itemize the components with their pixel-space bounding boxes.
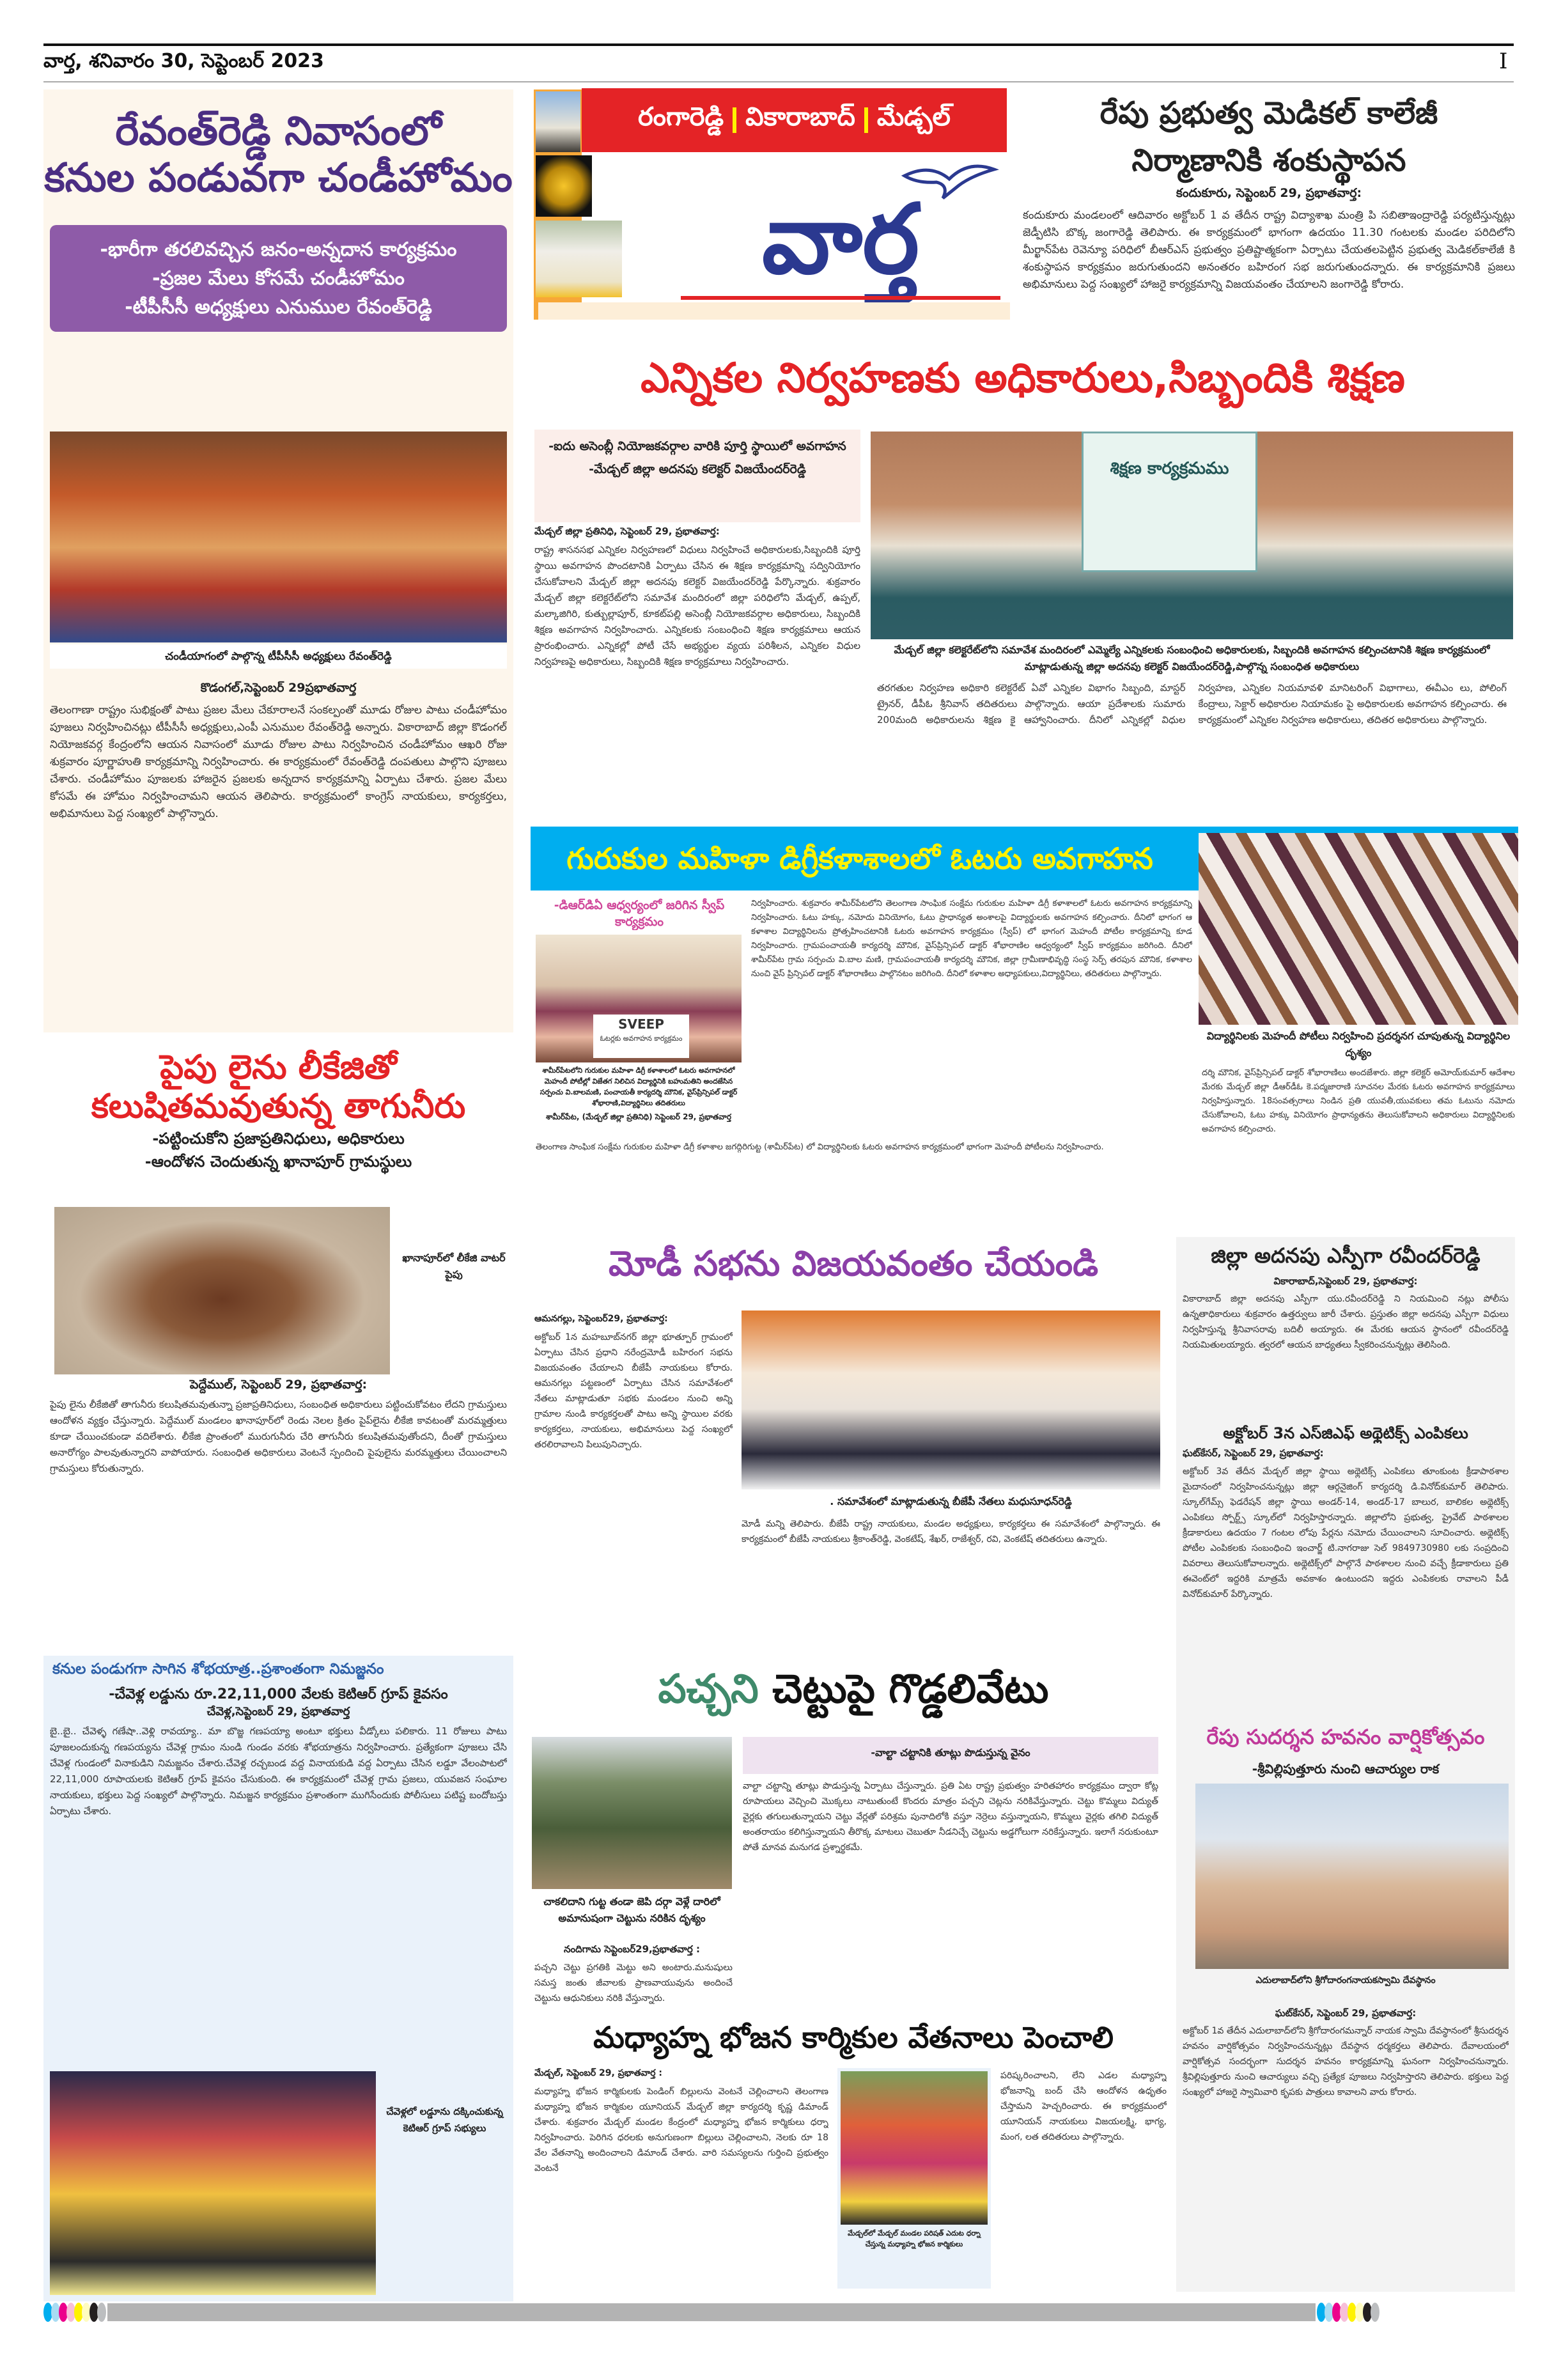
logo-underline bbox=[681, 296, 1000, 300]
story-modi-body-right: మోడీ మన్ని తెలిపారు. బీజేపీ రాష్ట్ర నాయకులు, మండల అధ్యక్షులు, కార్యకర్తలు ఈ సమావేశంలో పాల్గొన్నారు. ఈ కార్యక్రమంలో బీజేపీ నాయకులు శ్రీకాంత్‌రెడ్డి, వెంకటేష్, శేఖర్, రాజేశ్వర్, రవి, వెంకటేష్ తదితరులు ఉన్నారు. bbox=[742, 1519, 1160, 1544]
headline-line: కలుషితమవుతున్న తాగునీరు bbox=[91, 1087, 466, 1126]
story-election-photo bbox=[871, 432, 1513, 639]
subhead: -టీపీసీసీ అధ్యక్షులు ఎనుముల రేవంత్‌రెడ్డి bbox=[125, 296, 432, 319]
story-tree-subhead: -వాల్టా చట్టానికి తూట్లు పొడుస్తున్న వైనం bbox=[871, 1746, 1030, 1759]
registration-dot bbox=[97, 2303, 106, 2322]
pipeline-photo bbox=[54, 1207, 390, 1374]
ganesh-photo bbox=[50, 2071, 376, 2295]
district-banner bbox=[534, 89, 1010, 320]
story-pipeline bbox=[43, 1048, 513, 1202]
subhead: -భారీగా తరలివచ్చిన జనం-అన్నదాన కార్యక్రమం bbox=[100, 238, 457, 261]
modi-caption: . సమావేశంలో మాట్లాడుతున్న బీజేపీ నేతలు మధుసూధన్‌రెడ్డి bbox=[830, 1495, 1072, 1507]
banner-cream-band bbox=[538, 302, 1010, 320]
midday-caption: మేడ్చల్‌లో మేడ్చల్ మండల పరిషత్ ఎదుట ధర్నా చేస్తున్న మధ్యాహ్న భోజన కార్మికులు bbox=[848, 2229, 981, 2248]
story-sp-body: వికారాబాద్ జిల్లా అదనపు ఎస్పీగా యు.రవీందర్‌రెడ్డి ని నియమించి నట్లు పోలీసు ఉన్నతాధికారులు శుక్రవారం ఉత్తర్వులు జారీ చేశారు. ప్రస్తుతం జిల్లా అదనపు ఎస్పీగా విధులు నిర్వహిస్తున్న శ్రీనివాసరావు బదిలీ అయ్యారు. ఈ మేరకు ఆయన స్థానంలో రవీందర్‌రెడ్డి నియమితులయ్యారు. త్వరలో ఆయన బాధ్యతలు స్వీకరించనున్నట్లు తెలిసింది. bbox=[1183, 1294, 1509, 1350]
sveep-banner bbox=[593, 1015, 689, 1058]
headline-line: రేవంత్‌రెడ్డి నివాసంలో bbox=[115, 107, 442, 154]
district-separator bbox=[733, 107, 736, 133]
story-medical-headline bbox=[1023, 89, 1515, 185]
story-revanth-photo bbox=[50, 432, 507, 642]
district-separator bbox=[864, 107, 868, 133]
district-strip bbox=[582, 88, 1007, 152]
story-medical bbox=[1023, 89, 1515, 345]
story-midday-dateline: మేడ్చల్, సెప్టెంబర్ 29, ప్రభాతవార్త : bbox=[534, 2068, 663, 2078]
training-banner bbox=[1082, 432, 1257, 572]
subhead: -పట్టించుకోని ప్రజాప్రతినిధులు, అధికారులు bbox=[152, 1129, 405, 1147]
sveep-photo bbox=[536, 935, 742, 1062]
subhead: -ఐదు అసెంబ్లీ నియోజకవర్గాల వారికి పూర్తి స్థాయిలో అవగాహన bbox=[548, 439, 846, 453]
story-gurukul-body-mid: నిర్వహించారు. శుక్రవారం శామీర్‌పేటలోని తెలంగాణ సాంఘిక సంక్షేమ గురుకుల మహిళా డిగ్రీ కళాశాలలో ఓటరు అవగాహన కార్యక్రమాన్ని నిర్వహించారు. ఓటు హక్కు, నమోదు వినియోగం, ఓటు ప్రాధాన్యత అంశాలపై విద్యార్థులకు అవగాహన కల్పించారు. దీనిలో భాగంగ ఆ కళాశాల విద్యార్థినిలను ప్రోత్సహించటానికి ఓటరు అవగాహన కార్యక్రమం (స్వీప్) లో భాగంగ మెహందీ పోటీల కార్యక్రమాన్ని కూడ నిర్వహించారు. గ్రామపంచాయతీ కార్యదర్శి మౌనిక, వైస్‌ప్రిన్సిపల్ డాక్టర్ శోభారాణిల ఆధ్వర్యంలో స్వీప్ కార్యక్రమం జరిగింది. దీనిలో శామీర్‌పేట గ్రామ సర్పంచు వి.బాల మణి, గ్రామపంచాయతీ కార్యదర్శి మౌనిక, జిల్లా గ్రామీణాభివృద్ధి సంస్థ సెర్ప్ తరపున మౌనిక, కళాశాల నుంచి వైస్ ప్రిన్సిపల్ డాక్టర్ శోభారాణిలు పాల్గొనటం జరిగింది. దీనిలో కళాశాల అధ్యాపకులు,విద్యార్థినిలు, తదితరులు పాల్గొన్నారు. bbox=[751, 899, 1192, 979]
banner-photo-temple-hill bbox=[536, 221, 622, 297]
story-tree-dateline: నందిగామ సెప్టెంబర్29,ప్రభాతవార్త : bbox=[564, 1943, 700, 1955]
masthead-rule bbox=[43, 81, 1514, 82]
story-revanth-headline bbox=[43, 107, 513, 201]
story-tree-headline bbox=[534, 1665, 1173, 1722]
story-gurukul-subhead: -డిఆర్‌డిఏ ఆధ్వర్యంలో జరిగిన స్వీప్ కార్యక్రమం bbox=[554, 898, 725, 929]
story-election-headline: ఎన్నికల నిర్వహణకు అధికారులు,సిబ్బందికి శిక్షణ bbox=[641, 355, 1405, 402]
sveep-logo-text: SVEEP bbox=[618, 1016, 664, 1032]
tree-photo bbox=[532, 1737, 732, 1889]
story-gurukul-headline: గురుకుల మహిళా డిగ్రీకళాశాలలో ఓటరు అవగాహన bbox=[566, 841, 1153, 876]
story-gurukul-body-right: దర్శి మౌనిక, వైస్‌ప్రిన్సిపల్ డాక్టర్ శోభారాణిలు అందజేశారు. జిల్లా కలెక్టర్ అమోయ్‌కుమార్ ఆదేశాల మేరకు మేడ్చల్ జిల్లా డీఆర్‌డీఓ కె.పద్మజారాణి సూచనల మేరకు ఓటరు అవగాహన కార్యక్రమాలు నిర్వహిస్తున్నారు. 18సంవత్సరాలు నిండిన ప్రతి యువతీ,యువకులు తమ ఓటును నమోదు చేసుకోవాలని, ఓటు హక్కు వినియోగం ప్రాధాన్యతను తెలుసుకోవాలని అధికారులు విద్యార్థినిలకు అవగాహన కల్పించారు. bbox=[1202, 1068, 1515, 1134]
story-midday-body-right: పరిష్కరించాలని, లేని ఎడల మధ్యాహ్న భోజనాన్ని బంద్ చేసి ఆందోళన ఉధృతం చేస్తామని హెచ్చరించారు. ఈ కార్యక్రమంలో యూనియన్ నాయకులు విజయలక్ష్మి, భాగ్య, మంగ, లత తదితరులు పాల్గొన్నారు. bbox=[1000, 2071, 1167, 2142]
banner-photo-temple-gopuram bbox=[536, 91, 580, 152]
paper-dateline: వార్త, శనివారం 30, సెప్టెంబర్ 2023 bbox=[43, 50, 324, 72]
story-revanth-subhead-box bbox=[50, 225, 507, 332]
story-medical-body: కందుకూరు మండలంలో ఆదివారం అక్టోబర్ 1 వ తేదీన రాష్ట్ర విద్యాశాఖ మంత్రి పి సబితాఇంద్రారెడ్డి పర్యటిస్తున్నట్లు జెడ్పీటిసి బొక్క జంగారెడ్డి తెలిపారు. ఈ కార్యక్రమంలో భాగంగా ఉదయం 11.30 గంటలకు మండల పరిదిలోని మీర్ఖాన్‌పేట రెవెన్యూ పరిధిలో బీఆర్‌ఎస్ ప్రభుత్వం ప్రతిష్టాత్మకంగా ఏర్పాటు చేయతలపెట్టిన ప్రభుత్వ మెడికల్‌కాలేజీ కి శంకుస్థాపన కార్యక్రమం జరుగుతుందని అనంతరం బహిరంగ సభ జరుగుతుందన్నారు. ఈ కార్యక్రమానికి ప్రజలు అభిమానులు పెద్ద సంఖ్యలో హాజరై కార్యక్రమాన్ని విజయవంతం చేయాలని జంగారెడ్డి కోరారు. bbox=[1023, 208, 1515, 291]
story-ganesh-subhead: -చేవెళ్ల లడ్డును రూ.22,11,000 వేలకు కెటిఆర్ గ్రూప్ కైవసం bbox=[109, 1686, 448, 1702]
story-tree-body-left: పచ్చని చెట్టు ప్రగతికి మెట్టు అని అంటారు.మనుషులు సమస్త జంతు జీవాలకు ప్రాణవాయువును అందించే చెట్టును ఆధునికులు నరికి వేస్తున్నారు. bbox=[534, 1963, 733, 2003]
modi-meeting-photo bbox=[742, 1311, 1160, 1489]
midday-photo bbox=[841, 2071, 988, 2225]
story-modi-dateline: ఆమనగల్లు, సెప్టెంబర్29, ప్రభాతవార్త: bbox=[534, 1314, 668, 1324]
story-sudarshana-dateline: ఘట్‌కేసర్, సెప్టెంబర్ 29, ప్రభాతవార్త: bbox=[1275, 2007, 1417, 2019]
story-athletics-headline: అక్టోబర్ 3న ఎస్‌జిఎఫ్ అథ్లెటిక్స్ ఎంపికలు bbox=[1223, 1424, 1468, 1442]
story-election-dateline: మేడ్చల్ జిల్లా ప్రతినిధి, సెప్టెంబర్ 29, ప్రభాతవార్త: bbox=[534, 525, 720, 537]
story-gurukul-body-bottom: తెలంగాణ సాంఘిక సంక్షేమ గురుకుల మహిళా డిగ్రీ కళాశాల జగద్గిరిగుట్ట (శామీర్‌పేట) లో విద్యార్థినిలకు ఓటరు అవగాహన కార్యక్రమంలో భాగంగా మెహందీ పోటీలను నిర్వహించారు. bbox=[536, 1142, 1104, 1152]
district-name: మేడ్చల్ bbox=[876, 102, 951, 132]
story-sp-dateline: వికారాబాద్,సెప్టెంబర్ 29, ప్రభాతవార్త: bbox=[1273, 1275, 1418, 1287]
story-ganesh-dateline: చేవెళ్ల,సెప్టెంబర్ 29, ప్రభాతవార్త bbox=[206, 1705, 350, 1718]
sveep-banner-sub: ఓటర్లకు అవగాహన కార్యక్రమం bbox=[600, 1034, 683, 1043]
mehandi-photo bbox=[1199, 833, 1518, 1025]
headline-line: కనుల పండువగా చండీహోమం bbox=[44, 154, 513, 201]
story-election-body-right: తరగతుల నిర్వహణ అధికారి కలెక్టరేట్ ఏవో ఎన్నికల విభాగం సిబ్బంది, మాస్టర్ ట్రైనర్, డీపీఓ శ్రీనివాస్ తదితరులు పాల్గొన్నారు. ఆయా ప్రదేశాలకు సుమారు 200మంది అధికారులను శిక్షణ కై ఆహ్వానించారు. దీనిలో ఎన్నికల్లో విధుల నిర్వహణ, ఎన్నికల నియమావళి మానిటరింగ్ విభాగాలు, ఈవీఎం లు, పోలింగ్ కేంద్రాలు, సెక్టార్ అధికారుల నియామకం పై అధికారులకు అవగాహన కల్పించారు. ఈ కార్యక్రమంలో ఎన్నికల నిర్వహణ అధికారులు, తదితర అధికారులు పాల్గొన్నారు. bbox=[877, 682, 1507, 726]
page-marker: I bbox=[1499, 49, 1508, 74]
subhead: -ఆందోళన చెందుతున్న ఖానాపూర్ గ్రామస్థులు bbox=[144, 1152, 412, 1171]
story-revanth bbox=[43, 89, 513, 1032]
story-ganesh bbox=[43, 1656, 513, 2301]
registration-dot bbox=[1371, 2303, 1379, 2322]
district-name: రంగారెడ్డి bbox=[637, 102, 724, 132]
story-medical-dateline: కందుకూరు, సెప్టెంబర్ 29, ప్రభాతవార్త: bbox=[1176, 185, 1362, 200]
story-revanth-body: తెలంగాణా రాష్ట్రం సుభిక్షంతో పాటు ప్రజల మేలు చేకూరాలనే సంకల్పంతో మూడు రోజుల పాటు చండీహోమం పూజలు నిర్వహించినట్లు టీపీసీసీ అధ్యక్షులు,ఎంపీ ఎనుముల రేవంత్‌రెడ్డి అన్నారు. వికారాబాద్ జిల్లా కొడంగల్ నియోజకవర్గ కేంద్రంలోని ఆయన నివాసంలో మూడు రోజుల పాటు నిర్వహించిన చండీహోమం ఆఖరి రోజు శుక్రవారం పూర్ణాహుతి కార్యక్రమాన్ని నిర్వహించారు. ఈ కార్యక్రమంలో రేవంత్‌రెడ్డి దంపతులు పాల్గొని పూజలు చేశారు. చండీహోమం పూజలకు హాజరైన ప్రజలకు అన్నదాన కార్యక్రమాన్ని ఏర్పాటు చేశారు. ప్రజల మేలు కోసమే ఈ హోమం నిర్వహించామని ఆయన తెలిపారు. కార్యక్రమంలో కాంగ్రెస్ నాయకులు, కార్యకర్తలు, అభిమానులు పెద్ద సంఖ్యలో పాల్గొన్నారు. bbox=[50, 704, 507, 820]
sveep-caption: శామీర్‌పేటలోని గురుకుల మహిళా డిగ్రీ కళాశాలలో ఓటరు అవగాహనలో మెహందీ పోటీల్లో విజేతగ నిలిచిన విద్యార్థినికి బహుమతిని అందజేసిన సర్పంచు వి.బాలమణి, పంచాయతీ కార్యదర్శి మౌనిక, వైస్‌ప్రిన్సిపల్ డాక్టర్ శోభారాణి,విద్యార్థినిలు తదితరులు bbox=[540, 1066, 738, 1107]
story-modi-headline: మోడీ సభను విజయవంతం చేయండి bbox=[608, 1243, 1099, 1284]
story-sp-headline: జిల్లా అదనపు ఎస్పీగా రవీందర్‌రెడ్డి bbox=[1211, 1243, 1480, 1268]
top-rule bbox=[43, 43, 1514, 46]
story-sudarshana-body: అక్టోబర్ 1వ తేదీన ఎదులాబాద్‌లోని శ్రీగోదారంగమన్నార్ నాయక స్వామి దేవస్థానంలో శ్రీసుదర్శన హవనం వార్షికోత్సవం నిర్వహించనున్నట్లు దేవస్థాన ధర్మకర్తలు తెలిపారు. దేవాలయంలో వార్షికోత్సవ సందర్భంగా సుదర్శన హవనం కార్యక్రమాన్ని ఘనంగా నిర్వహించనున్నారు. శ్రీవిల్లిపుత్తూరు నుంచి ఆచార్యులు వచ్చి ప్రత్యేక పూజలు నిర్వహిస్తారని తెలిపారు. భక్తులు పెద్ద సంఖ్యలో హాజరై స్వామివారి కృపకు పాత్రులు కావాలని వారు కోరారు. bbox=[1183, 2026, 1509, 2097]
story-election-caption: మేడ్చల్ జిల్లా కలెక్టరేట్‌లోని సమావేశ మందిరంలో ఎమ్మెల్యే ఎన్నికలకు సంబంధించి అధికారులకు, సిబ్బందికి అవగాహన కల్పించటానికి శిక్షణ కార్యక్రమంలో మాట్లాడుతున్న జిల్లా అదనపు కలెక్టర్ విజయేందర్‌రెడ్డి,పాల్గొన్న సంబంధిత అధికారులు bbox=[894, 644, 1490, 673]
story-midday-headline: మధ్యాహ్న భోజన కార్మికుల వేతనాలు పెంచాలి bbox=[593, 2020, 1114, 2055]
subhead: -మేడ్చల్ జిల్లా అదనపు కలెక్టర్ విజయేందర్‌రెడ్డి bbox=[589, 462, 806, 477]
story-revanth-caption: చండీయాగంలో పాల్గొన్న టీపీసీసీ అధ్యక్షులు రేవంత్‌రెడ్డి bbox=[50, 644, 507, 669]
story-pipeline-dateline: పెద్దేముల్, సెప్టెంబర్ 29, ప్రభాతవార్త: bbox=[189, 1378, 368, 1392]
story-pipeline-body: పైపు లైను లీకేజితో తాగునీరు కలుషితమవుతున్నా ప్రజాప్రతినిధులు, సంబంధిత అధికారులు పట్టించుకోవటం లేదని గ్రామస్తులు ఆందోళన వ్యక్తం చేస్తున్నారు. పెద్దేముల్ మండలం ఖానాపూర్‌లో రెండు నెలల క్రితం పైప్‌లైను లీకేజి కావటంతో మరమ్మత్తులు కూడా చేయించకుండా వదిలేశారు. లీకేజి ప్రాంతంలో మురుగునీరు చేరి తాగునీరు కలుషితమవుతోందని, దీంతో గ్రామస్తులు అనారోగ్యం పాలవుతున్నారని వాపోయారు. సంబంధిత అధికారులు వెంటనే స్పందించి పైపులైను మరమ్మత్తులు చేయించాలని గ్రామస్తులు కోరుతున్నారు. bbox=[50, 1399, 507, 1474]
story-election-body-left: రాష్ట్ర శాసనసభ ఎన్నికల నిర్వహణలో విధులు నిర్వహించే అధికారులకు,సిబ్బందికి పూర్తి స్థాయి అవగాహన పొందటానికి ఏర్పాటు చేసిన ఈ శిక్షణ కార్యక్రమాన్ని సద్వినియోగం చేసుకోవాలని మేడ్చల్ జిల్లా అదనపు కలెక్టర్ విజయేందర్‌రెడ్డి పేర్కొన్నారు. శుక్రవారం మేడ్చల్ జిల్లా కలెక్టరేట్‌లోని సమావేశ మందిరంలో జిల్లా పరిధిలోని మేడ్చల్, ఉప్పల్, మల్కాజిగిరి, కుత్బుల్లాపూర్, కూకట్‌పల్లి అసెంబ్లీ నియోజకవర్గాల అధికారులు, సిబ్బందికి శిక్షణ అవగాహన నిర్వహించారు. ఎన్నికలకు సంబంధించి శిక్షణ కార్యక్రమాలు ఆయన ప్రారంభించారు. ఎన్నికల్లో పోటీ చేసే అభ్యర్థుల వ్యయ పరిశీలన, ఎన్నికల విధుల నిర్వహణపై అధికారులు, సిబ్బందికి శిక్షణ కార్యక్రమాలు నిర్వహించారు. bbox=[534, 544, 860, 667]
vaartha-logo: వార్త bbox=[761, 184, 920, 295]
story-sudarshana-headline: రేపు సుదర్శన హవనం వార్షికోత్సవం bbox=[1206, 1725, 1485, 1749]
headline-line: రేపు ప్రభుత్వ మెడికల్ కాలేజీ bbox=[1099, 95, 1438, 131]
story-tree-body-right: వాల్టా చట్టాన్ని తూట్లు పొడుస్తున్న ఏర్పాటు చేస్తున్నారు. ప్రతి ఏట రాష్ట్ర ప్రభుత్వం హరితహారం కార్యక్రమం ద్వారా కోట్ల రూపాయలు వెచ్చించి మొక్కలు నాటుతుంటే కొందరు మాత్రం పచ్చని చెట్లను నరికివేస్తున్నారు. చెట్టు కొమ్మలు విద్యుత్ వైర్లకు తగులుతున్నాయని చెట్టు వేర్లతో పరిశ్రమ పునాదిలోకి వస్తూ నెర్రెలు వస్తున్నాయని, కొమ్మలు వైర్లకు తగిలి విద్యుత్ అంతరాయం కలిగిస్తున్నాయని తీరొక్క మాటలు చెబుతూ నీడనిచ్చే చెట్టును అడ్డగోలుగా నరికేస్తున్నారు. ఇలాగే నరుకుంటూ పోతే మానవ మనుగడ ప్రశ్నార్థకమే. bbox=[743, 1781, 1158, 1853]
headline-black-part: చెట్టుపై గొడ్డలివేటు bbox=[772, 1665, 1049, 1712]
subhead: -ప్రజల మేలు కోసమే చండీహోమం bbox=[152, 267, 405, 290]
footer-gray-bar bbox=[107, 2303, 1316, 2321]
story-pipeline-headline bbox=[43, 1048, 513, 1127]
story-gurukul-dateline: శామీర్‌పేట, (మేడ్చల్ జిల్లా ప్రతినిధి) సెప్టెంబర్ 29, ప్రభాతవార్త bbox=[546, 1112, 731, 1121]
story-ganesh-body: బై..బై.. చేవెళ్ళ గణేషా..వెళ్లి రావయ్యా.. మా బొజ్జ గణపయ్యా అంటూ భక్తులు వీడ్కోలు పలికారు. 11 రోజులు పాటు పూజలందుకున్న గణపయ్యను చేవెళ్ల గ్రామం నుండి గుండం వరకు శోభయాత్రను నిర్వహించారు. ప్రత్యేకంగా పూజలు చేసి చేవెళ్ల గుండంలో వినాకుడిని నిమజ్జనం చేశారు.చేవెళ్ల రచ్చబండ వద్ద వినాయకుడి వద్ద ఏర్పాటు చేసిన లడ్డూ వేలంపాటలో 22,11,000 రూపాయలకు కెటిఆర్ గ్రూప్ కైవసం చేసుకుంది. ఈ కార్యక్రమంలో చేవెళ్ల గ్రామ ప్రజలు, యువజన సంఘాల నాయకులు, భక్తులు పెద్ద సంఖ్యలో పాల్గొన్నారు. నిమజ్జన కార్యక్రమం ప్రశాంతంగా ముగిసేందుకు పోలీసులు పటిష్ట బందోబస్తు ఏర్పాటు చేశారు. bbox=[50, 1725, 507, 1817]
tree-caption: చాకలిదాని గుట్ట తండా జెపి దర్గా వెళ్లే దారిలో అమానుషంగా చెట్టును నరికిన దృశ్యం bbox=[543, 1895, 720, 1924]
story-athletics-dateline: ఘట్‌కేసర్, సెప్టెంబర్ 29, ప్రభాతవార్త: bbox=[1183, 1447, 1324, 1459]
story-athletics-body: అక్టోబర్ 3వ తేదీన మేడ్చల్ జిల్లా స్థాయి అథ్లెటిక్స్ ఎంపికలు తూంకుంట క్రీడాపాఠశాల మైదానంలో నిర్వహించనున్నట్లు జిల్లా ఆర్గనైజింగ్ కార్యదర్శి డి.వినోద్‌కుమార్ తెలిపారు. స్కూల్‌గేమ్స్ ఫెడరేషన్ జిల్లా స్థాయి అండర్-14, అండర్-17 బాలుర, బాలికల అథ్లెటిక్స్ ఎంపికలు స్పోర్ట్స్ స్కూల్‌లో నిర్వహిస్తారన్నారు. జిల్లాలోని ప్రభుత్వ, ప్రైవేట్ పాఠశాలల క్రీడాకారులు ఉదయం 7 గంటల లోపు పేర్లను నమోదు చేయించాలని సూచించారు. అథ్లెటిక్స్ పోటీల ఎంపికలకు సంబంధించి ఇంచార్జ్ టి.నాగరాజు సెల్ 9849730980 లకు సంప్రదించి వివరాలు తెలుసుకోవాలన్నారు. అథ్లెటిక్స్‌లో పాల్గొనే పాఠశాలల నుంచి వచ్చే క్రీడాకారులు ప్రతి ఈవెంట్‌లో ఇద్దరికి మాత్రమే అవకాశం ఉంటుందని ఇద్దరు ఎంపికలకు రావాలని పీడీ వినోద్‌కుమార్ పేర్కొన్నారు. bbox=[1183, 1466, 1509, 1599]
pipeline-caption: ఖానాపూర్‌లో లీకేజి వాటర్ పైపు bbox=[402, 1252, 506, 1280]
story-ganesh-headline: కనుల పండుగగా సాగిన శోభయాత్ర..ప్రశాంతంగా నిమజ్జనం bbox=[52, 1661, 384, 1677]
story-modi-body-left: అక్టోబర్ 1న మహబూబ్‌నగర్ జిల్లా భూత్పూర్ గ్రామంలో ఏర్పాటు చేసిన ప్రధాని నరేంద్రమోడీ బహిరంగ సభను విజయవంతం చేయాలని బీజేపీ నాయకులు కోరారు. ఆమనగల్లు పట్టణంలో ఏర్పాటు చేసిన సమావేశంలో నేతలు మాట్లాడుతూ సభకు మండలం నుంచి అన్ని గ్రామాల నుండి కార్యకర్తలతో పాటు అన్ని స్థాయిల వరకు కార్యకర్తలు, నాయకులు, అభిమానులు పెద్ద సంఖ్యలో తరలిరావాలని పిలుపునిచ్చారు. bbox=[534, 1332, 733, 1450]
mehandi-caption: విద్యార్థినిలకు మెహందీ పోటీలు నిర్వహించి ప్రదర్శనగ చూపుతున్న విద్యార్థినిల దృశ్యం bbox=[1206, 1030, 1511, 1059]
training-banner-text: శిక్షణ కార్యక్రమము bbox=[1110, 459, 1229, 478]
story-revanth-dateline: కొడంగల్,సెప్టెంబర్ 29ప్రభాతవార్త bbox=[200, 681, 357, 695]
story-midday-body-left: మధ్యాహ్న భోజన కార్మికులకు పెండింగ్ బిల్లులను వెంటనే చెల్లించాలని తెలంగాణ మధ్యాహ్న భోజన కార్మికుల యూనియన్ మేడ్చల్ జిల్లా కార్యదర్శి కృష్ణ డిమాండ్ చేశారు. శుక్రవారం మేడ్చల్ మండల కేంద్రంలో మధ్యాహ్న భోజన కార్మికులు ధర్నా నిర్వహించారు. పెరిగిన ధరలకు అనుగుణంగా బిల్లులు చెల్లించాలని, నెలకు రూ 18 వేల వేతనాన్ని అందించాలని డిమాండ్ చేశారు. వారి సమస్యలను గుర్తించి ప్రభుత్వం వెంటనే bbox=[534, 2087, 828, 2174]
headline-line: పైపు లైను లీకేజితో bbox=[160, 1048, 397, 1087]
ganesh-caption: చేవెళ్లలో లడ్డూను దక్కించుకున్న కెటిఆర్ గ్రూప్ సభ్యులు bbox=[386, 2106, 503, 2134]
temple-caption: ఎదులాబాద్‌లోని శ్రీగోదారంగనాయకస్వామి దేవస్థానం bbox=[1255, 1975, 1436, 1986]
temple-photo bbox=[1195, 1784, 1509, 1969]
story-election-sub bbox=[534, 430, 860, 522]
banner-photo-golden-idol bbox=[536, 155, 592, 217]
story-sudarshana-subhead: -శ్రీవిల్లిపుత్తూరు నుంచి ఆచార్యుల రాక bbox=[1252, 1761, 1440, 1777]
headline-line: నిర్మాణానికి శంకుస్థాపన bbox=[1131, 143, 1406, 179]
district-name: వికారాబాద్ bbox=[745, 102, 855, 132]
headline-green-part: పచ్చని bbox=[658, 1665, 759, 1712]
